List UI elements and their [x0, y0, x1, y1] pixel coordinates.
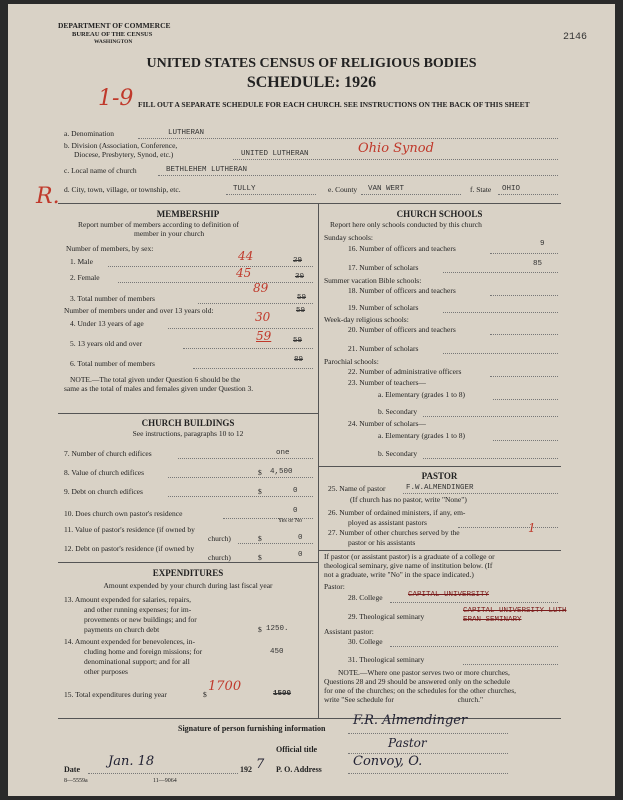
q5-handwritten: 59	[256, 329, 272, 343]
membership-intro-2: member in your church	[134, 229, 205, 238]
q19-label: 19. Number of scholars	[348, 303, 419, 312]
q3-label: 3. Total number of members	[70, 294, 155, 303]
pastor-note: NOTE.—Where one pastor serves two or more churches,	[338, 668, 510, 677]
q9-value: 0	[293, 487, 298, 495]
division-label-2: Diocese, Presbytery, Synod, etc.)	[74, 150, 174, 159]
q29-value-2: ERAN SEMINARY	[463, 616, 522, 624]
denomination-label: a. Denomination	[64, 129, 114, 138]
membership-note: NOTE.—The total given under Question 6 should be the	[70, 375, 241, 384]
q12-label: 12. Debt on pastor's residence (if owned by	[64, 544, 195, 553]
q8-dollar: $	[258, 468, 262, 477]
q17-label: 17. Number of scholars	[348, 263, 419, 272]
q25-note: (If church has no pastor, write "None")	[350, 495, 467, 504]
date-value: Jan. 18	[108, 754, 155, 769]
q29-label: 29. Theological seminary	[348, 612, 425, 621]
schools-intro: Report here only schools conducted by this church	[330, 220, 482, 229]
q2-typed: 30	[295, 273, 305, 281]
center-divider	[318, 203, 319, 718]
q1-handwritten: 44	[238, 249, 254, 263]
q11-value: 0	[298, 534, 303, 542]
signature-label: Signature of person furnishing information	[178, 724, 326, 733]
pastor-note-4: write "See schedule for church."	[324, 695, 484, 704]
bureau-name: BUREAU OF THE CENSUS	[72, 31, 153, 38]
q14-value: 450	[270, 648, 284, 656]
q5-label: 5. 13 years old and over	[70, 339, 143, 348]
q13-label-2: and other running expenses; for im-	[84, 605, 192, 614]
q28-value: CAPITAL UNIVERSITY	[408, 591, 490, 599]
q28-label: 28. College	[348, 593, 383, 602]
frame-top	[58, 203, 561, 204]
q15-dollar: $	[203, 690, 207, 699]
q22-label: 22. Number of administrative officers	[348, 367, 462, 376]
q23b-label: b. Secondary	[378, 407, 418, 416]
q14-label-4: other purposes	[84, 667, 128, 676]
membership-title: MEMBERSHIP	[156, 209, 220, 219]
weekday-label: Week-day religious schools:	[324, 315, 409, 324]
q23-label: 23. Number of teachers—	[348, 378, 426, 387]
q25-label: 25. Name of pastor	[328, 484, 386, 493]
q7-label: 7. Number of church edifices	[64, 449, 152, 458]
assistant-subhead: Assistant pastor:	[324, 627, 374, 636]
q27-handwritten: 1	[528, 521, 536, 535]
expenditures-title: EXPENDITURES	[152, 568, 224, 578]
red-r-mark: R.	[36, 184, 60, 209]
q10-value: 0	[293, 507, 298, 515]
red-mark: 1-9	[98, 86, 134, 111]
q6-label: 6. Total number of members	[70, 359, 155, 368]
q2-handwritten: 45	[236, 266, 252, 280]
q9-label: 9. Debt on church edifices	[64, 487, 143, 496]
members-by-sex-label: Number of members, by sex:	[66, 244, 154, 253]
q24a-label: a. Elementary (grades 1 to 8)	[378, 431, 466, 440]
q11-label: 11. Value of pastor's residence (if owned by	[64, 525, 195, 534]
census-schedule-page	[8, 4, 615, 796]
membership-intro: Report number of members according to definition of	[78, 220, 239, 229]
q24-label: 24. Number of scholars—	[348, 419, 426, 428]
dept-name: DEPARTMENT OF COMMERCE	[58, 21, 171, 30]
q10-label: 10. Does church own pastor's residence	[64, 509, 183, 518]
church-name-value: BETHLEHEM LUTHERAN	[166, 166, 248, 174]
q20-label: 20. Number of officers and teachers	[348, 325, 456, 334]
q7-value: one	[276, 449, 290, 457]
q13-label-4: payments on church debt	[84, 625, 160, 634]
county-label: e. County	[328, 185, 358, 194]
q13-label: 13. Amount expended for salaries, repairs,	[64, 595, 192, 604]
q18-label: 18. Number of officers and teachers	[348, 286, 456, 295]
official-title-label: Official title	[276, 745, 318, 754]
yes-no-hint: Yes or No	[278, 518, 303, 524]
q13-dollar: $	[258, 625, 262, 634]
age-header: Number of members under and over 13 years old:	[64, 306, 214, 315]
q12-dollar: $	[258, 553, 262, 562]
pastor-subhead: Pastor:	[324, 582, 345, 591]
q30-label: 30. College	[348, 637, 383, 646]
pastor-note-2: Questions 28 and 29 should be answered only on the schedule	[324, 677, 511, 686]
church-name-label: c. Local name of church	[64, 166, 137, 175]
q11-dollar: $	[258, 534, 262, 543]
summer-label: Summer vacation Bible schools:	[324, 276, 422, 285]
city-value: TULLY	[233, 185, 256, 193]
q3-handwritten: 89	[253, 281, 269, 295]
buildings-title: CHURCH BUILDINGS	[141, 418, 235, 428]
q4-label: 4. Under 13 years of age	[70, 319, 144, 328]
denomination-value: LUTHERAN	[168, 129, 205, 137]
schedule-title: SCHEDULE: 1926	[246, 74, 377, 91]
q3-typed: 59	[297, 294, 307, 302]
sunday-label: Sunday schools:	[324, 233, 373, 242]
print-code-2: 11—9064	[153, 778, 177, 784]
q4-handwritten: 30	[255, 310, 271, 324]
q14-label-3: denominational support; and for all	[84, 657, 190, 666]
q17-value: 85	[533, 260, 543, 268]
q13-value: 1250.	[266, 625, 289, 633]
schools-title: CHURCH SCHOOLS	[396, 209, 483, 219]
instruction-line: FILL OUT A SEPARATE SCHEDULE FOR EACH CHURCH. SEE INSTRUCTIONS ON THE BACK OF THIS SHEET	[138, 100, 530, 109]
q12-label-2: church)	[208, 553, 231, 562]
q14-label-2: cluding home and foreign missions; for	[84, 647, 203, 656]
county-value: VAN WERT	[368, 185, 405, 193]
q6-typed: 89	[294, 356, 304, 364]
division-value: UNITED LUTHERAN	[241, 150, 309, 158]
pastor-title: PASTOR	[421, 471, 458, 481]
membership-note-2: same as the total of males and females given under Question 3.	[64, 384, 254, 393]
pastor-note-3: for one of the churches; on the schedules for the other churches,	[324, 686, 517, 695]
po-address-label: P. O. Address	[276, 765, 322, 774]
city-name: WASHINGTON	[94, 39, 133, 45]
q16-label: 16. Number of officers and teachers	[348, 244, 456, 253]
q8-value: 4,500	[270, 468, 293, 476]
form-number: 2146	[563, 32, 588, 43]
print-code-1: 8—5559a	[64, 778, 88, 784]
state-value: OHIO	[502, 185, 521, 193]
q25-value: F.W.ALMENDINGER	[406, 484, 474, 492]
buildings-sub: See instructions, paragraphs 10 to 12	[132, 429, 244, 438]
q2-label: 2. Female	[70, 273, 100, 282]
form-title: UNITED STATES CENSUS OF RELIGIOUS BODIES	[146, 56, 477, 71]
q15-handwritten: 1700	[208, 679, 242, 694]
date-label: Date	[64, 765, 80, 774]
q16-value: 9	[540, 240, 545, 248]
signature-value: F.R. Almendinger	[353, 713, 468, 728]
expenditures-sub: Amount expended by your church during last fiscal year	[103, 581, 273, 590]
city-label: d. City, town, village, or township, etc.	[64, 185, 181, 194]
q1-typed: 29	[293, 257, 303, 265]
graduate-note-2: theological seminary, give name of institution below. (If	[324, 561, 493, 570]
division-label: b. Division (Association, Conference,	[64, 141, 178, 150]
q29-value: CAPITAL UNIVERSITY LUTH	[463, 607, 567, 615]
state-label: f. State	[470, 185, 492, 194]
q21-label: 21. Number of scholars	[348, 344, 419, 353]
q27-label-2: pastor or his assistants	[348, 538, 416, 547]
q12-value: 0	[298, 551, 303, 559]
q27-label: 27. Number of other churches served by the	[328, 528, 460, 537]
frame-bottom	[58, 718, 561, 719]
q24b-label: b. Secondary	[378, 449, 418, 458]
q23a-label: a. Elementary (grades 1 to 8)	[378, 390, 466, 399]
q26-label: 26. Number of ordained ministers, if any, em-	[328, 508, 466, 517]
division-handwritten: Ohio Synod	[358, 141, 434, 156]
parochial-label: Parochial schools:	[324, 357, 379, 366]
graduate-note: If pastor (or assistant pastor) is a graduate of a college or	[324, 552, 495, 561]
q14-label: 14. Amount expended for benevolences, in-	[64, 637, 196, 646]
q15-label: 15. Total expenditures during year	[64, 690, 167, 699]
q31-label: 31. Theological seminary	[348, 655, 425, 664]
q9-dollar: $	[258, 487, 262, 496]
q13-label-3: provements or new buildings; and for	[84, 615, 197, 624]
official-title-value: Pastor	[388, 736, 427, 750]
q5-typed: 59	[293, 337, 303, 345]
q8-label: 8. Value of church edifices	[64, 468, 145, 477]
graduate-note-3: not a graduate, write "No" in the space indicated.)	[324, 570, 474, 579]
year-value: 7	[256, 757, 265, 772]
q1-label: 1. Male	[70, 257, 93, 266]
q11-label-2: church)	[208, 534, 231, 543]
q26-label-2: ployed as assistant pastors	[348, 518, 427, 527]
po-address-value: Convoy, O.	[353, 754, 423, 769]
age-header-typed: 59	[296, 307, 306, 315]
year-prefix: 192	[240, 765, 252, 774]
q15-typed: 1500	[273, 690, 292, 698]
